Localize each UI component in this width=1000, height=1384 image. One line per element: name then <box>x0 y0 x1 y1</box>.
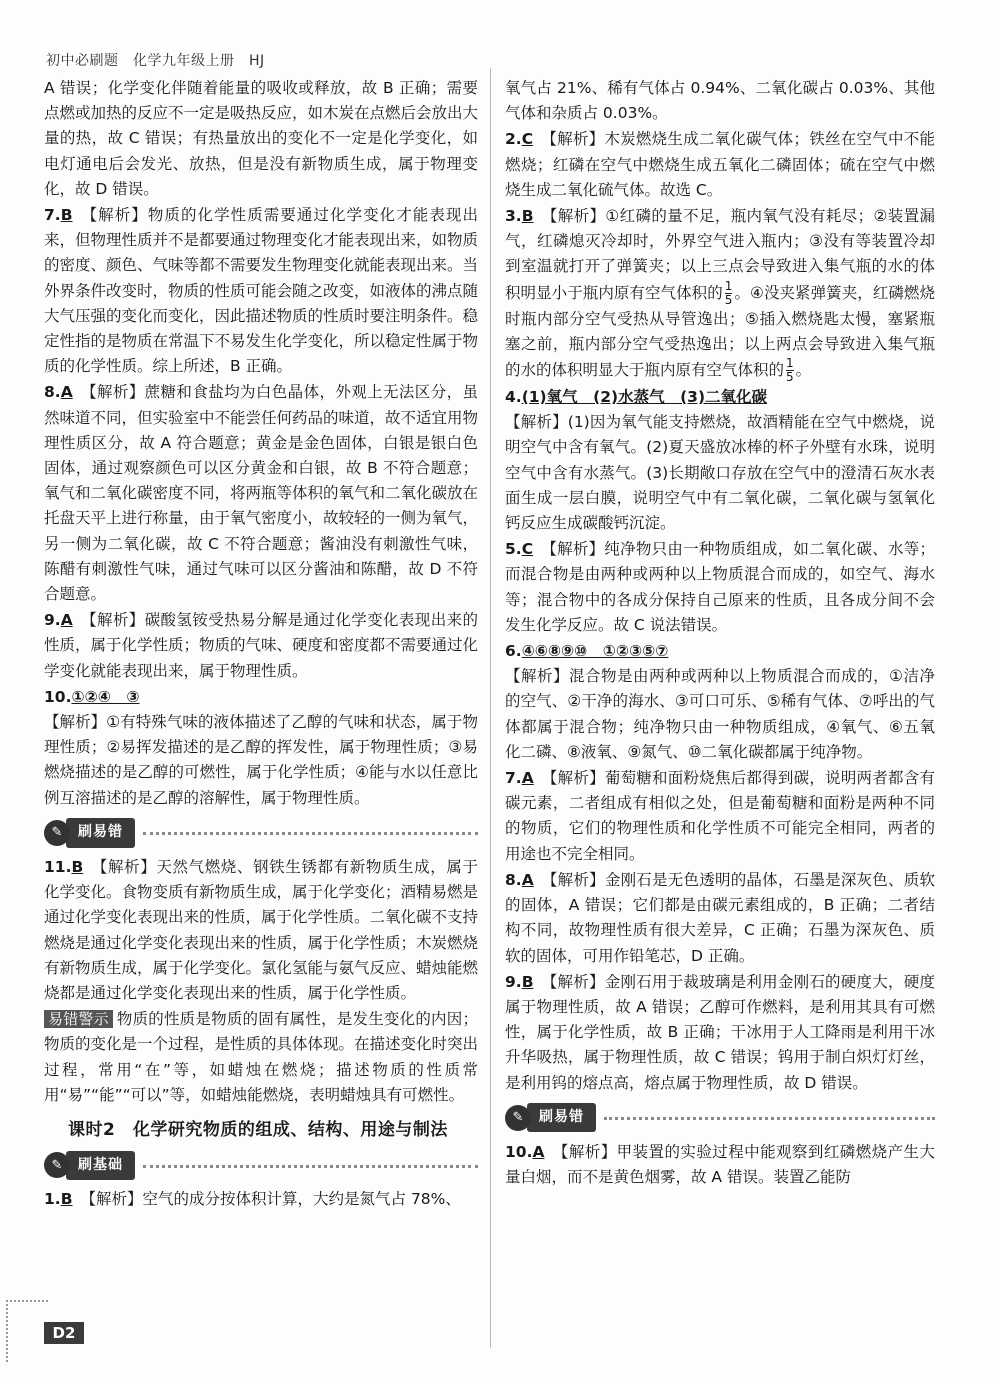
analysis-text: 【解析】①红磷的量不足，瓶内氧气没有耗尽；②装置漏气，红磷熄灭冷却时，外界空气进入瓶内；③没有等装置冷却到室温就打开了弹簧夹；以上三点会导致进入集气瓶的水的体积明显小于瓶内原有空气体积的 <box>505 207 935 302</box>
fraction-numerator: 1 <box>724 278 733 293</box>
answer: A <box>532 1142 545 1161</box>
question-number: 10. <box>505 1142 533 1161</box>
answer: ④⑥⑧⑨⑩ ①②③⑤⑦ <box>521 642 669 661</box>
answer: C <box>521 540 534 559</box>
error-warning <box>44 1007 478 1108</box>
fraction-denominator: 5 <box>724 292 733 307</box>
analysis-text: 【解析】(1)因为氧气能支持燃烧，故酒精能在空气中燃烧，说明空气中含有氧气。(2)夏天盛放冰棒的杯子外壁有水珠，说明空气中含有水蒸气。(3)长期敞口存放在空气中的澄清石灰水表面生成一层白膜，说明空气中有二氧化碳，二氧化碳与氢氧化钙反应生成碳酸钙沉淀。 <box>505 413 935 533</box>
question-number: 1. <box>44 1190 61 1209</box>
analysis-text: 。④没夹紧弹簧夹，红磷燃烧时瓶内部分空气受热从导管逸出；⑤插入燃烧匙太慢，塞紧瓶塞之前，瓶内部分空气受热逸出；以上两点会导致进入集气瓶的水的体积明显大于瓶内原有空气体积的 <box>505 283 935 380</box>
fraction-one-fifth <box>725 280 733 307</box>
answer: A <box>521 769 534 788</box>
question-number: 8. <box>505 870 522 889</box>
question-7 <box>505 766 935 867</box>
question-9 <box>505 970 935 1096</box>
question-5 <box>505 537 935 638</box>
warning-label: 易错警示 <box>44 1010 113 1028</box>
section-banner-cuoyicuo <box>44 820 478 846</box>
question-9 <box>44 608 478 684</box>
question-3 <box>505 204 935 384</box>
question-10 <box>505 1140 935 1190</box>
right-column <box>505 76 935 1191</box>
question-number: 5. <box>505 540 522 559</box>
brush-icon: ✎ <box>44 1152 70 1178</box>
analysis-text: 【解析】物质的化学性质需要通过化学变化才能表现出来，但物理性质并不是都要通过物理变化才能表现出来，如物质的密度、颜色、气味等都不需要发生物理变化就能表现出来。当外界条件改变时，物质的性质可能会随之改变，如液体的沸点随大气压强的变化而变化，因此描述物质的性质时要注明条件。稳定性指的是物质在常温下不易发生化学变化，所以稳定性属于物质的化学性质。综上所述，B 正确。 <box>44 206 479 376</box>
analysis-text: 【解析】①有特殊气味的液体描述了乙醇的气味和状态，属于物理性质；②易挥发描述的是乙醇的挥发性，属于物理性质；③易燃烧描述的是乙醇的可燃性，属于化学性质；④能与水以任意比例互溶描述的是乙醇的溶解性，属于物理性质。 <box>44 713 478 807</box>
question-number: 8. <box>44 383 61 402</box>
question-11 <box>44 855 478 1006</box>
banner-label: 刷易错 <box>66 818 135 847</box>
dotted-rule <box>143 1165 478 1168</box>
question-number: 7. <box>44 206 61 225</box>
page-number: D2 <box>44 1322 84 1344</box>
answer: B <box>521 972 534 991</box>
analysis-text: 【解析】天然气燃烧、钢铁生锈都有新物质生成，属于化学变化。食物变质有新物质生成，属于化学变化；酒精易燃是通过化学变化表现出来的性质，属于化学性质。二氧化碳不支持燃烧是通过化学变化表现出来的性质，属于化学性质；木炭燃烧有新物质生成，属于化学变化。氯化氢能与氨气反应、蜡烛能燃烧都是通过化学变化表现出来的性质，属于化学性质。 <box>44 857 479 1002</box>
analysis-text: 【解析】葡萄糖和面粉烧焦后都得到碳，说明两者都含有碳元素，二者组成有相似之处，但是葡萄糖和面粉是两种不同的物质，它们的物理性质和化学性质不可能完全相同，两者的用途也不完全相同。 <box>505 769 935 863</box>
section-banner-jichu <box>44 1152 478 1178</box>
analysis-text: 【解析】蔗糖和食盐均为白色晶体，外观上无法区分，虽然味道不同，但实验室中不能尝任何药品的味道，故不适宜用物理性质区分，故 A 符合题意；黄金是金色固体，白银是银白色固体，通过观察颜色可以区分黄金和白银，故 B 不符合题意；氧气和二氧化碳密度不同，将两瓶等体积的氧气和二氧化碳放在托盘天平上进行称量，由于氧气密度小，故较轻的一侧为氧气，另一侧为二氧化碳，故 C 不符合题意；酱油没有刺激性气味，陈醋有刺激性气味，通过气味可以区分酱油和陈醋，故 D 不符合题意。 <box>44 383 479 604</box>
analysis-text: 。 <box>795 361 812 380</box>
question-10 <box>44 685 478 811</box>
answer: B <box>71 857 84 876</box>
fraction-one-fifth <box>786 357 794 384</box>
analysis-text: 【解析】纯净物只由一种物质组成，如二氧化碳、水等；而混合物是由两种或两种以上物质混合而成的，如空气、海水等；混合物中的各成分保持自己原来的性质，且各成分间不会发生化学反应。故 C 说法错误。 <box>505 540 935 634</box>
answer: C <box>521 130 534 149</box>
question-number: 11. <box>44 857 72 876</box>
question-8 <box>505 868 935 969</box>
question-number: 6. <box>505 642 522 661</box>
question-number: 7. <box>505 769 522 788</box>
brush-icon: ✎ <box>44 820 70 846</box>
question-6 <box>505 639 935 765</box>
banner-label: 刷易错 <box>527 1103 596 1132</box>
question-4 <box>505 385 935 536</box>
analysis-text: 【解析】金刚石是无色透明的晶体，石墨是深灰色、质软的固体，A 错误；它们都是由碳元素组成的，B 正确；二者结构不同，故物理性质有很大差异，C 正确；石墨为深灰色、质软的固体，可用作铅笔芯，D 正确。 <box>505 870 935 965</box>
fraction-denominator: 5 <box>786 370 794 385</box>
lesson-title: 课时2 化学研究物质的组成、结构、用途与制法 <box>68 1119 448 1140</box>
answer: A <box>521 870 534 889</box>
answer: ①②④ ③ <box>71 687 140 706</box>
question-number: 4. <box>505 388 522 407</box>
page-header: 初中必刷题 化学九年级上册 HJ <box>46 53 265 69</box>
column-divider <box>490 68 491 1348</box>
warning-text: 物质的性质是物质的固有属性，是发生变化的内因；物质的变化是一个过程，是性质的具体体现。在描述变化时突出过程，常用“在”等，如蜡烛在燃烧；描述物质的性质常用“易”“能”“可以”等，如蜡烛能燃烧，表明蜡烛具有可燃性。 <box>44 1010 479 1104</box>
dotted-rule <box>143 832 478 835</box>
answer: B <box>60 1190 73 1209</box>
analysis-text: 【解析】混合物是由两种或两种以上物质混合而成的，①洁净的空气、②干净的海水、③可口可乐、⑤稀有气体、⑦呼出的气体都属于混合物；纯净物只由一种物质组成，④氧气、⑥五氧化二磷、⑧液氧、⑨氮气、⑩二氧化碳都属于纯净物。 <box>505 667 935 761</box>
analysis-text: 【解析】空气的成分按体积计算，大约是氮气占 78%、 <box>80 1190 461 1209</box>
banner-label: 刷基础 <box>66 1151 135 1180</box>
question-1 <box>44 1187 478 1212</box>
answer: B <box>521 207 534 226</box>
analysis-text: 【解析】碳酸氢铵受热易分解是通过化学变化表现出来的性质，属于化学性质；物质的气味、硬度和密度都不需要通过化学变化就能表现出来，属于物理性质。 <box>44 611 479 680</box>
fraction-numerator: 1 <box>786 356 794 371</box>
page-corner-mark <box>6 1300 48 1362</box>
answer: A <box>60 611 73 630</box>
question-number: 3. <box>505 207 522 226</box>
section-banner-cuoyicuo <box>505 1105 935 1131</box>
question-number: 9. <box>505 972 522 991</box>
dotted-rule <box>604 1117 935 1120</box>
paragraph-continued: A 错误；化学变化伴随着能量的吸收或释放，故 B 正确；需要点燃或加热的反应不一定是吸热反应，如木炭在点燃后会放出大量的热，故 C 错误；有热量放出的变化不一定是化学变化，如电灯通电后会发光、放热，但是没有新物质生成，属于物理变化，故 D 错误。 <box>44 79 479 198</box>
answer: B <box>60 206 73 225</box>
analysis-text: 【解析】木炭燃烧生成二氧化碳气体；铁丝在空气中不能燃烧；红磷在空气中燃烧生成五氧化二磷固体；硫在空气中燃烧生成二氧化硫气体。故选 C。 <box>505 130 935 199</box>
analysis-text: 【解析】甲装置的实验过程中能观察到红磷燃烧产生大量白烟，而不是黄色烟雾，故 A 错误。装置乙能防 <box>505 1142 935 1186</box>
brush-icon: ✎ <box>505 1105 531 1131</box>
left-column <box>44 76 478 1213</box>
question-2 <box>505 127 935 203</box>
question-number: 9. <box>44 611 61 630</box>
question-8 <box>44 380 478 607</box>
question-number: 2. <box>505 130 522 149</box>
question-7 <box>44 203 478 379</box>
answer: A <box>60 383 73 402</box>
analysis-text: 【解析】金刚石用于裁玻璃是利用金刚石的硬度大，硬度属于物理性质，故 A 错误；乙醇可作燃料，是利用其具有可燃性，属于化学性质，故 B 正确；干冰用于人工降雨是利用干冰升华吸热，属于物理性质，故 C 错误；钨用于制白炽灯灯丝，是利用钨的熔点高，熔点属于物理性质，故 D 错误。 <box>505 972 935 1092</box>
question-number: 10. <box>44 687 72 706</box>
answer: (1)氧气 (2)水蒸气 (3)二氧化碳 <box>521 388 768 407</box>
paragraph-continued: 氧气占 21%、稀有气体占 0.94%、二氧化碳占 0.03%、其他气体和杂质占 0.03%。 <box>505 79 935 123</box>
